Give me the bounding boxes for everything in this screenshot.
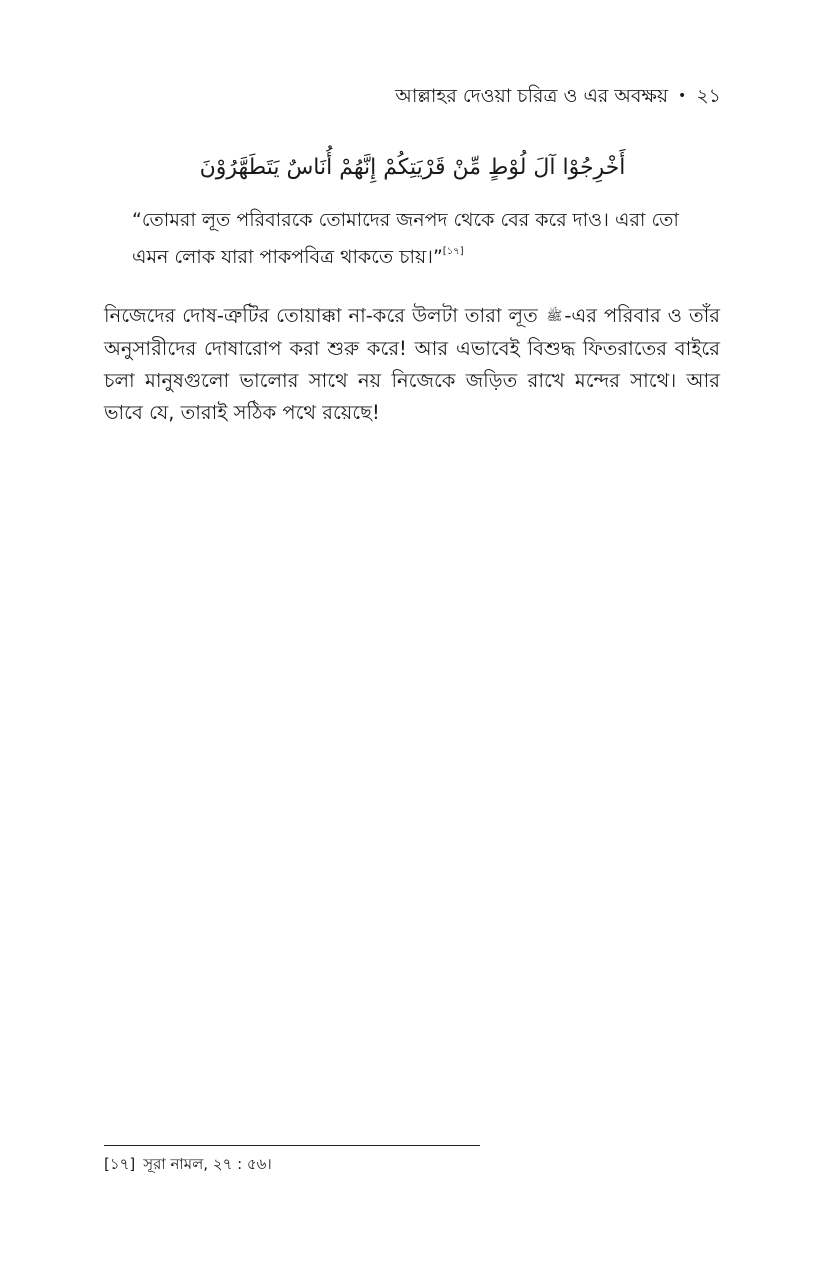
running-header xyxy=(395,82,721,110)
verse-translation xyxy=(132,204,692,273)
translation-text: “তোমরা লূত পরিবারকে তোমাদের জনপদ থেকে বের করে দাও। এরা তো এমন লোক যারা পাকপবিত্র থাকতে চায়।” xyxy=(132,209,679,268)
footnote-marker: [১৭] xyxy=(104,1155,136,1173)
paragraph-text-part1: নিজেদের দোষ-ত্রুটির তোয়াক্কা না-করে উলটা তারা লূত xyxy=(104,304,545,327)
footnote-reference[interactable]: [১৭] xyxy=(442,246,464,257)
header-separator: • xyxy=(678,88,687,104)
footnote xyxy=(104,1152,272,1176)
paragraph-text-part2: -এর পরিবার ও তাঁর অনুসারীদের দোষারোপ করা শুরু করে! আর এভাবেই বিশুদ্ধ ফিতরাতের বাইরে চলা মানুষগুলো ভালোর সাথে নয় নিজেকে জড়িত রাখে মন্দের সাথে। আর ভাবে যে, তারাই সঠিক পথে রয়েছে! xyxy=(104,304,721,424)
body-paragraph xyxy=(104,300,720,429)
honorific-icon: ﷺ xyxy=(546,309,563,324)
chapter-title: আল্লাহর দেওয়া চরিত্র ও এর অবক্ষয় xyxy=(395,85,669,107)
footnote-divider xyxy=(104,1145,480,1146)
footnote-text: সূরা নামল, ২৭ : ৫৬। xyxy=(143,1155,272,1173)
arabic-verse: أَخْرِجُوْا آلَ لُوْطٍ مِّنْ قَرْيَتِكُمْ إِنَّهُمْ أُنَاسٌ يَتَطَهَّرُوْنَ xyxy=(199,155,626,180)
page-number: ২১ xyxy=(696,85,721,107)
